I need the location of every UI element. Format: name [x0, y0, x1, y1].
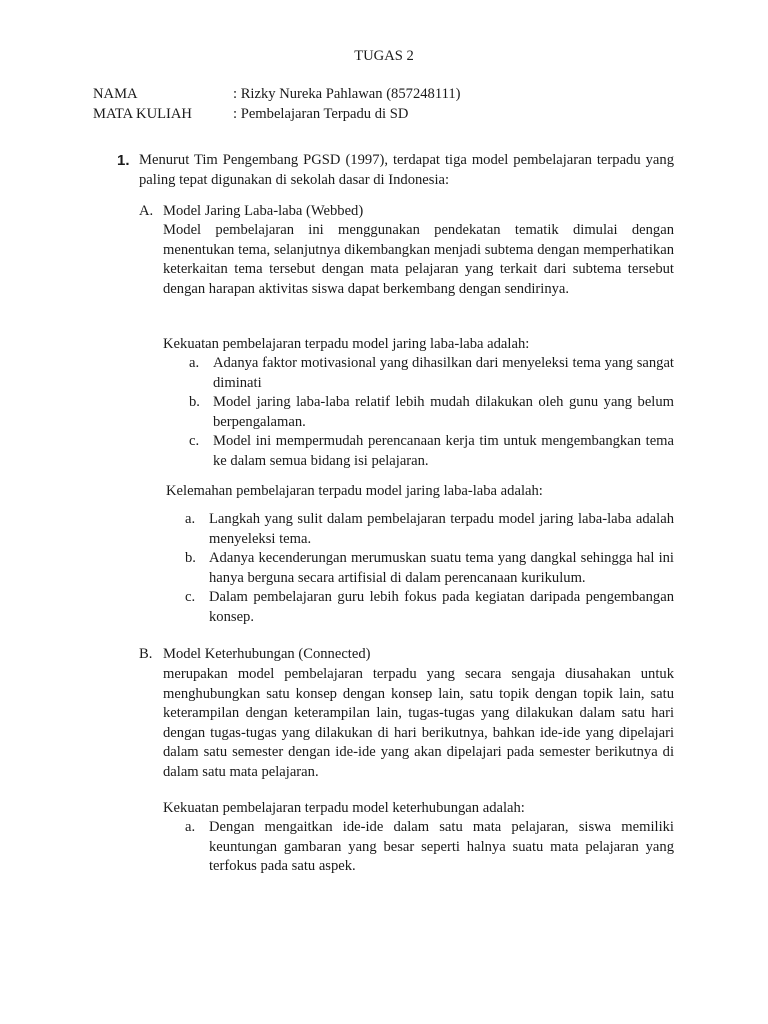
list-marker: a.	[189, 355, 200, 371]
list-text: Adanya kecenderungan merumuskan suatu tema yang dangkal sehingga hal ini hanya berguna secara artifisial di dalam perencanaan kurikulum.	[209, 550, 674, 586]
list-text: Model ini mempermudah perencanaan kerja tim untuk mengembangkan tema ke dalam semua bidang isi pelajaran.	[213, 433, 674, 469]
question-text: Menurut Tim Pengembang PGSD (1997), terdapat tiga model pembelajaran terpadu yang paling tepat digunakan di sekolah dasar di Indonesia:	[139, 152, 674, 188]
list-marker: c.	[185, 589, 196, 605]
course-row	[93, 105, 461, 125]
list-text: Model jaring laba-laba relatif lebih mudah dilakukan oleh gunu yang belum berpengalaman.	[213, 394, 674, 430]
list-marker: c.	[189, 433, 200, 449]
page-title: TUGAS 2	[354, 48, 414, 64]
list-text: Langkah yang sulit dalam pembelajaran terpadu model jaring laba-laba adalah menyeleksi tema.	[209, 511, 674, 547]
section-a-weaknesses-intro: Kelemahan pembelajaran terpadu model jaring laba-laba adalah:	[166, 483, 543, 499]
section-a-marker: A.	[139, 203, 154, 219]
section-b-marker: B.	[139, 646, 153, 662]
section-b-heading: Model Keterhubungan (Connected)	[163, 646, 371, 662]
section-b-body: merupakan model pembelajaran terpadu yang secara sengaja diusahakan untuk menghubungkan satu konsep dengan konsep lain, satu topik dengan topik lain, satu keterampilan dengan keterampilan lain, tugas-tugas yang dilakukan dalam satu hari dengan tugas-tugas yang dilakukan di hari berikutnya, bahkan ide-ide yang dipelajari dalam satu semester dengan ide-ide yang akan dipelajari pada semester berikutnya di dalam satu mata pelajaran.	[163, 666, 674, 780]
list-marker: b.	[185, 550, 196, 566]
question-number: 1.	[117, 152, 130, 169]
list-text: Dalam pembelajaran guru lebih fokus pada kegiatan daripada pengembangan konsep.	[209, 589, 674, 625]
list-marker: b.	[189, 394, 200, 410]
name-row	[93, 85, 461, 105]
name-value: : Rizky Nureka Pahlawan (857248111)	[233, 86, 461, 102]
list-text: Adanya faktor motivasional yang dihasilkan dari menyeleksi tema yang sangat diminati	[213, 355, 674, 391]
course-label: MATA KULIAH	[93, 105, 192, 122]
section-a-heading: Model Jaring Laba-laba (Webbed)	[163, 203, 364, 219]
student-info	[93, 85, 461, 124]
list-marker: a.	[185, 819, 196, 835]
section-b-strengths-intro: Kekuatan pembelajaran terpadu model keterhubungan adalah:	[163, 800, 525, 816]
list-marker: a.	[185, 511, 196, 527]
name-label: NAMA	[93, 86, 138, 102]
section-a-body: Model pembelajaran ini menggunakan pendekatan tematik dimulai dengan menentukan tema, selanjutnya dikembangkan menjadi subtema dengan memperhatikan keterkaitan tema tersebut dengan mata pelajaran yang terkait dari subtema tersebut dengan harapan aktivitas siswa dapat berkembang dengan sendirinya.	[163, 222, 674, 297]
section-a-strengths-intro: Kekuatan pembelajaran terpadu model jaring laba-laba adalah:	[163, 336, 530, 352]
course-value: : Pembelajaran Terpadu di SD	[233, 105, 409, 122]
list-text: Dengan mengaitkan ide-ide dalam satu mata pelajaran, siswa memiliki keuntungan gambaran yang besar seperti halnya suatu mata pelajaran yang terfokus pada satu aspek.	[209, 819, 674, 874]
